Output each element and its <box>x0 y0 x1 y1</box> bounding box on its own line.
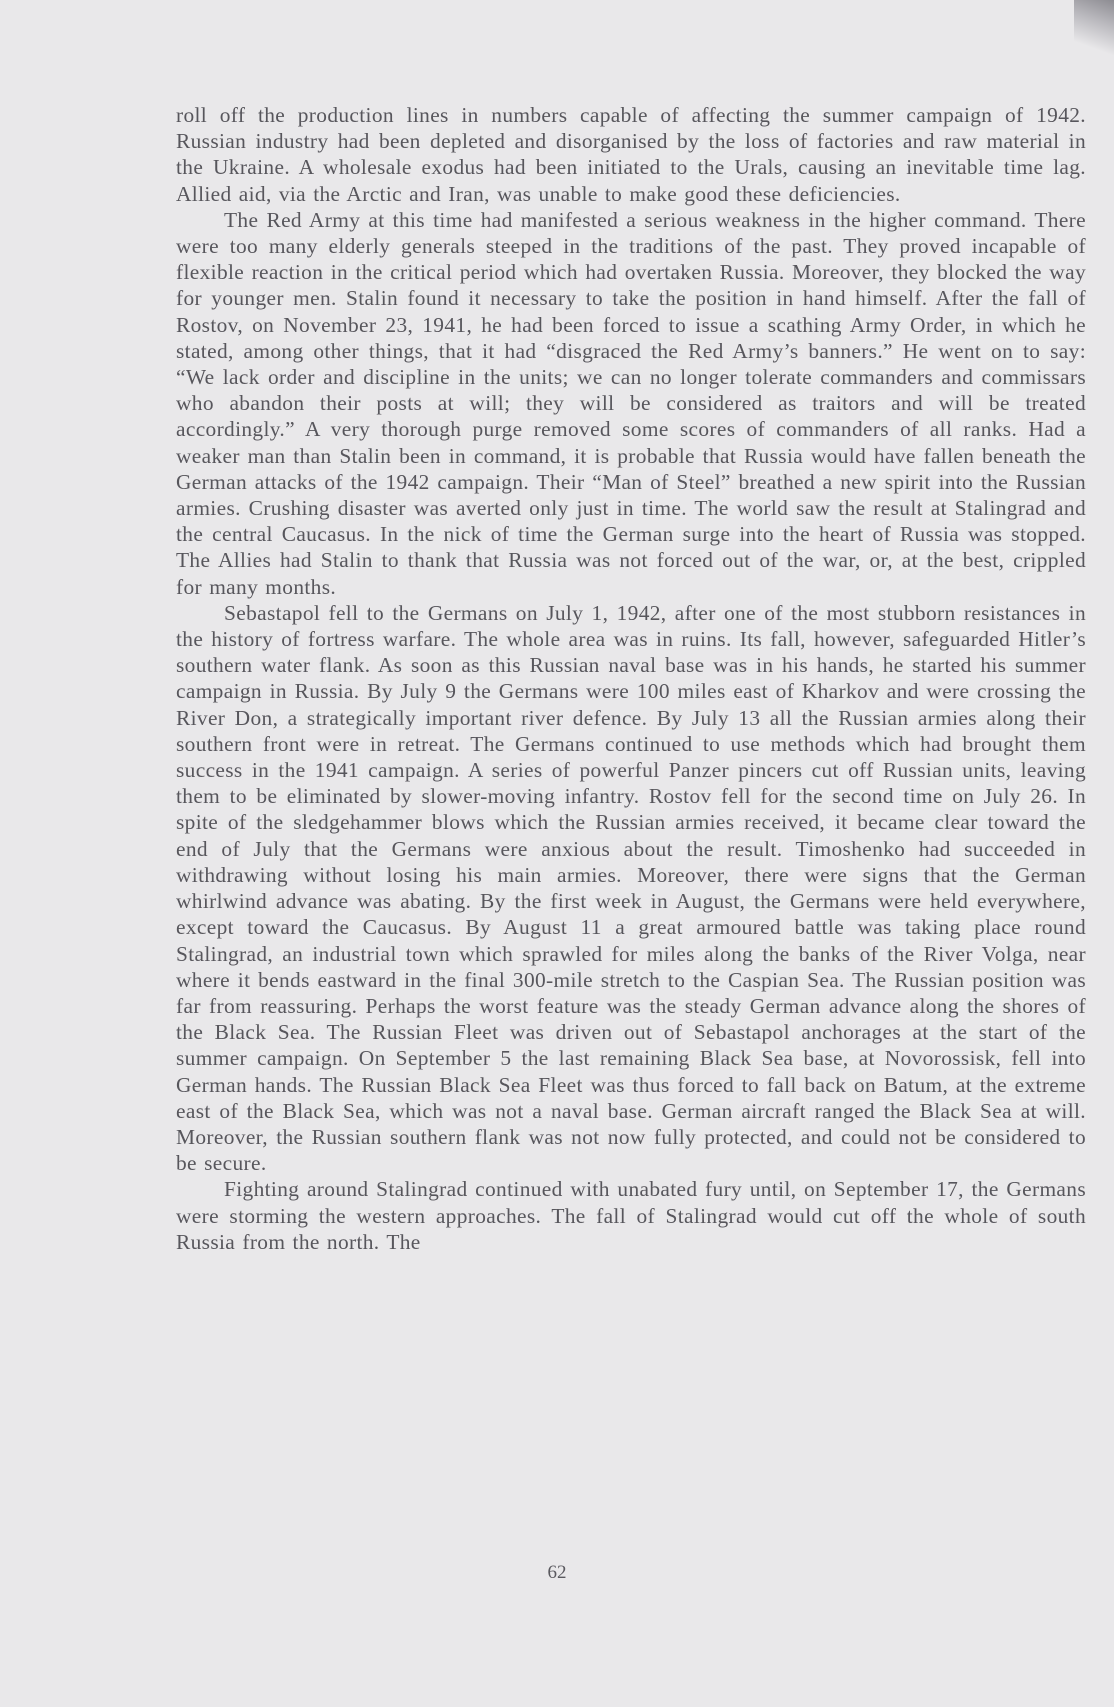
body-text <box>176 102 1086 1255</box>
page-number: 62 <box>547 1562 567 1583</box>
page-corner-shadow <box>1074 0 1114 60</box>
paragraph-2: The Red Army at this time had manifested a serious weakness in the higher command. There were too many elderly generals steeped in the traditions of the past. They proved incapable of flexible reaction in the critical period which had overtaken Russia. Moreover, they blocked the way for younger men. Stalin found it necessary to take the position in hand himself. After the fall of Rostov, on November 23, 1941, he had been forced to issue a scathing Army Order, in which he stated, among other things, that it had “disgraced the Red Army’s banners.” He went on to say: “We lack order and discipline in the units; we can no longer tolerate commanders and commissars who abandon their posts at will; they will be considered as traitors and will be treated accordingly.” A very thorough purge removed some scores of commanders of all ranks. Had a weaker man than Stalin been in command, it is probable that Russia would have fallen beneath the German attacks of the 1942 campaign. Their “Man of Steel” breathed a new spirit into the Russian armies. Crushing disaster was averted only just in time. The world saw the result at Stalingrad and the central Caucasus. In the nick of time the German surge into the heart of Russia was stopped. The Allies had Stalin to thank that Russia was not forced out of the war, or, at the best, crippled for many months. <box>176 207 1086 599</box>
paragraph-1: roll off the production lines in numbers capable of affecting the summer campaign of 1942. Russian industry had been depleted and disorganised by the loss of factories and raw material in the Ukraine. A wholesale exodus had been initiated to the Urals, causing an inevitable time lag. Allied aid, via the Arctic and Iran, was unable to make good these deficiencies. <box>176 103 1086 206</box>
paragraph-3: Sebastapol fell to the Germans on July 1, 1942, after one of the most stubborn resistances in the history of fortress warfare. The whole area was in ruins. Its fall, however, safeguarded Hitler’s southern water flank. As soon as this Russian naval base was in his hands, he started his summer campaign in Russia. By July 9 the Germans were 100 miles east of Kharkov and were crossing the River Don, a strategically important river defence. By July 13 all the Russian armies along their southern front were in retreat. The Germans continued to use methods which had brought them success in the 1941 campaign. A series of powerful Panzer pincers cut off Russian units, leaving them to be eliminated by slower-moving infantry. Rostov fell for the second time on July 26. In spite of the sledgehammer blows which the Russian armies received, it became clear toward the end of July that the Germans were anxious about the result. Timoshenko had succeeded in withdrawing without losing his main armies. Moreover, there were signs that the German whirlwind advance was abating. By the first week in August, the Germans were held everywhere, except toward the Caucasus. By August 11 a great armoured battle was taking place round Stalingrad, an industrial town which sprawled for miles along the banks of the River Volga, near where it bends eastward in the final 300-mile stretch to the Caspian Sea. The Russian position was far from reassuring. Perhaps the worst feature was the steady German advance along the shores of the Black Sea. The Russian Fleet was driven out of Sebastapol anchorages at the start of the summer campaign. On September 5 the last remaining Black Sea base, at Novorossisk, fell into German hands. The Russian Black Sea Fleet was thus forced to fall back on Batum, at the extreme east of the Black Sea, which was not a naval base. German aircraft ranged the Black Sea at will. Moreover, the Russian southern flank was not now fully protected, and could not be considered to be secure. <box>176 600 1086 1176</box>
paragraph-4: Fighting around Stalingrad continued with unabated fury until, on September 17, the Germans were storming the western approaches. The fall of Stalingrad would cut off the whole of south Russia from the north. The <box>176 1177 1086 1254</box>
